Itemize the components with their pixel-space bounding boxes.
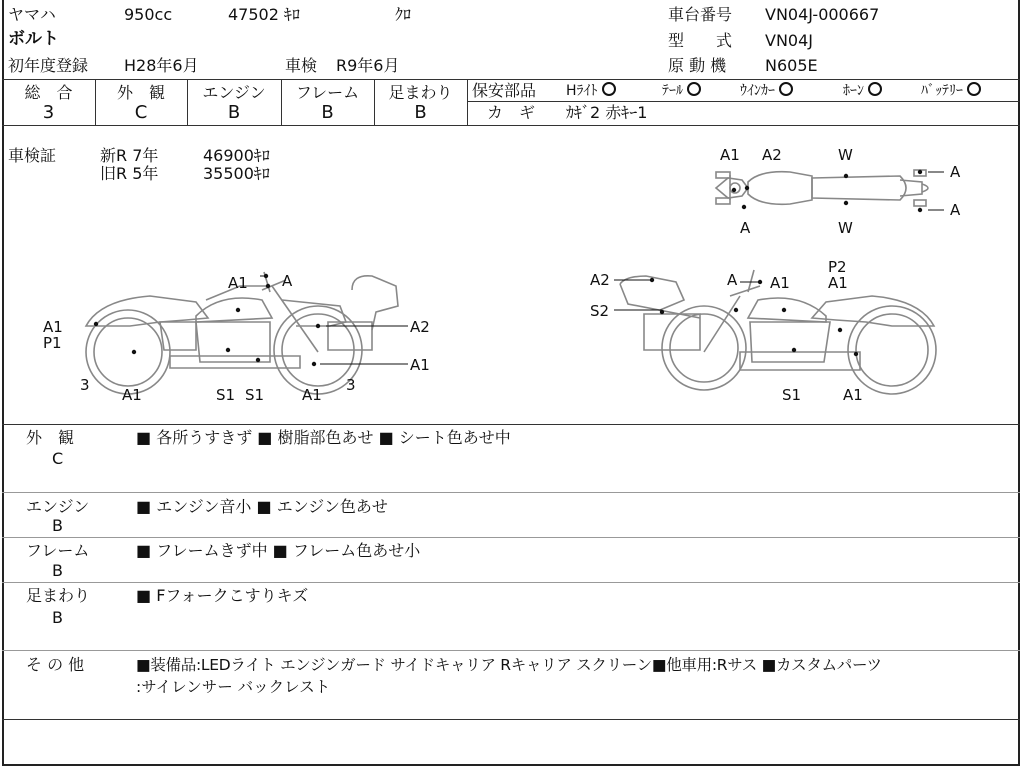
left-label: 3: [346, 376, 356, 394]
remark-text-continued: :サイレンサー バックレスト: [136, 678, 331, 696]
safety-horn: ﾎｰﾝ: [843, 81, 882, 101]
top-label: W: [838, 219, 853, 237]
right-label: S2: [590, 302, 610, 320]
remark-title: エンジン: [26, 497, 90, 516]
safety-headlight: Hﾗｲﾄ: [566, 81, 616, 101]
grade-exterior-label: 外 観: [116, 83, 165, 102]
safety-divider: [467, 101, 1020, 102]
grade-overall-value: 3: [42, 102, 55, 123]
right-label: A1: [843, 386, 863, 404]
engine-label: 原 動 機: [668, 56, 727, 75]
damage-diagram: [0, 126, 1024, 426]
grade-frame-label: フレーム: [295, 83, 360, 102]
damage-markers: [94, 170, 922, 366]
remark-grade: C: [52, 449, 64, 468]
top-label: A1: [720, 146, 740, 164]
remark-title: フレーム: [26, 541, 90, 560]
safety-battery: ﾊﾞｯﾃﾘｰ: [921, 81, 981, 101]
remark-title: 外 観: [26, 428, 75, 447]
cert-new: 新R 7年: [100, 146, 159, 165]
left-label: A1: [122, 386, 142, 404]
remark-text: ■ エンジン音小 ■ エンジン色あせ: [136, 497, 388, 516]
left-label: A1: [43, 318, 63, 336]
ok-circle-icon: [868, 82, 882, 96]
cert-old: 旧R 5年: [100, 164, 159, 183]
left-label: P1: [43, 334, 62, 352]
frame-no: VN04J-000667: [765, 5, 880, 24]
grade-suspension-label: 足まわり: [388, 83, 453, 102]
color: ｸﾛ: [395, 5, 412, 24]
grade-frame-value: B: [321, 102, 334, 123]
left-label: A1: [302, 386, 322, 404]
remark-text: ■ フレームきず中 ■ フレーム色あせ小: [136, 541, 421, 560]
key-label: カ ギ: [487, 103, 536, 122]
key-value: ｶｷﾞ2 赤ｷｰ1: [566, 103, 648, 122]
right-label: A: [727, 271, 738, 289]
mileage: 47502 ｷﾛ: [228, 5, 300, 24]
cert-old-km: 35500ｷﾛ: [203, 164, 270, 183]
ok-circle-icon: [779, 82, 793, 96]
left-label: A2: [410, 318, 430, 336]
cert-new-km: 46900ｷﾛ: [203, 146, 270, 165]
grade-overall-label: 総 合: [24, 83, 73, 102]
cert-label: 車検証: [8, 146, 57, 165]
top-label: W: [838, 146, 853, 164]
ok-circle-icon: [687, 82, 701, 96]
safety-winker: ｳｲﾝｶｰ: [740, 81, 793, 101]
engine-value: N605E: [765, 56, 818, 75]
remark-grade: B: [52, 561, 63, 580]
inspection-date: R9年6月: [336, 56, 400, 75]
first-registration: H28年6月: [124, 56, 199, 75]
left-label: S1: [216, 386, 236, 404]
right-label: A1: [828, 274, 848, 292]
grade-engine-label: エンジン: [202, 83, 266, 102]
top-label: A2: [762, 146, 782, 164]
grade-engine-value: B: [227, 102, 241, 123]
remark-grade: B: [52, 516, 63, 535]
ok-circle-icon: [967, 82, 981, 96]
left-label: A1: [410, 356, 430, 374]
remark-grade: B: [52, 608, 63, 627]
grade-exterior-value: C: [134, 102, 148, 123]
right-label: A2: [590, 271, 610, 289]
model-name: ボルト: [8, 29, 59, 49]
remark-title: 足まわり: [26, 586, 91, 605]
remark-title: そ の 他: [26, 655, 85, 674]
left-label: A: [282, 272, 293, 290]
top-label: A: [950, 163, 961, 181]
maker: ヤマハ: [8, 5, 56, 24]
frame-no-label: 車台番号: [668, 5, 733, 24]
right-label: S1: [782, 386, 802, 404]
safety-tail: ﾃｰﾙ: [662, 81, 701, 101]
left-label: A1: [228, 274, 248, 292]
right-label: A1: [770, 274, 790, 292]
left-label: 3: [80, 376, 90, 394]
left-label: S1: [245, 386, 265, 404]
inspection-label: 車検: [285, 56, 318, 75]
ok-circle-icon: [602, 82, 616, 96]
remark-text: ■ Fフォークこすりキズ: [136, 586, 309, 605]
grade-suspension-value: B: [414, 102, 427, 123]
remark-text: ■装備品:LEDライト エンジンガード サイドキャリア Rキャリア スクリーン■他車用:Rサス ■カスタムパーツ: [136, 656, 882, 674]
first-registration-label: 初年度登録: [8, 56, 89, 75]
displacement: 950cc: [124, 5, 173, 24]
top-label: A: [740, 219, 751, 237]
right-label: P2: [828, 258, 847, 276]
safety-label: 保安部品: [472, 81, 537, 100]
type-label: 型 式: [668, 31, 733, 50]
top-label: A: [950, 201, 961, 219]
remark-text: ■ 各所うすきず ■ 樹脂部色あせ ■ シート色あせ中: [136, 428, 511, 447]
type-value: VN04J: [765, 31, 813, 50]
